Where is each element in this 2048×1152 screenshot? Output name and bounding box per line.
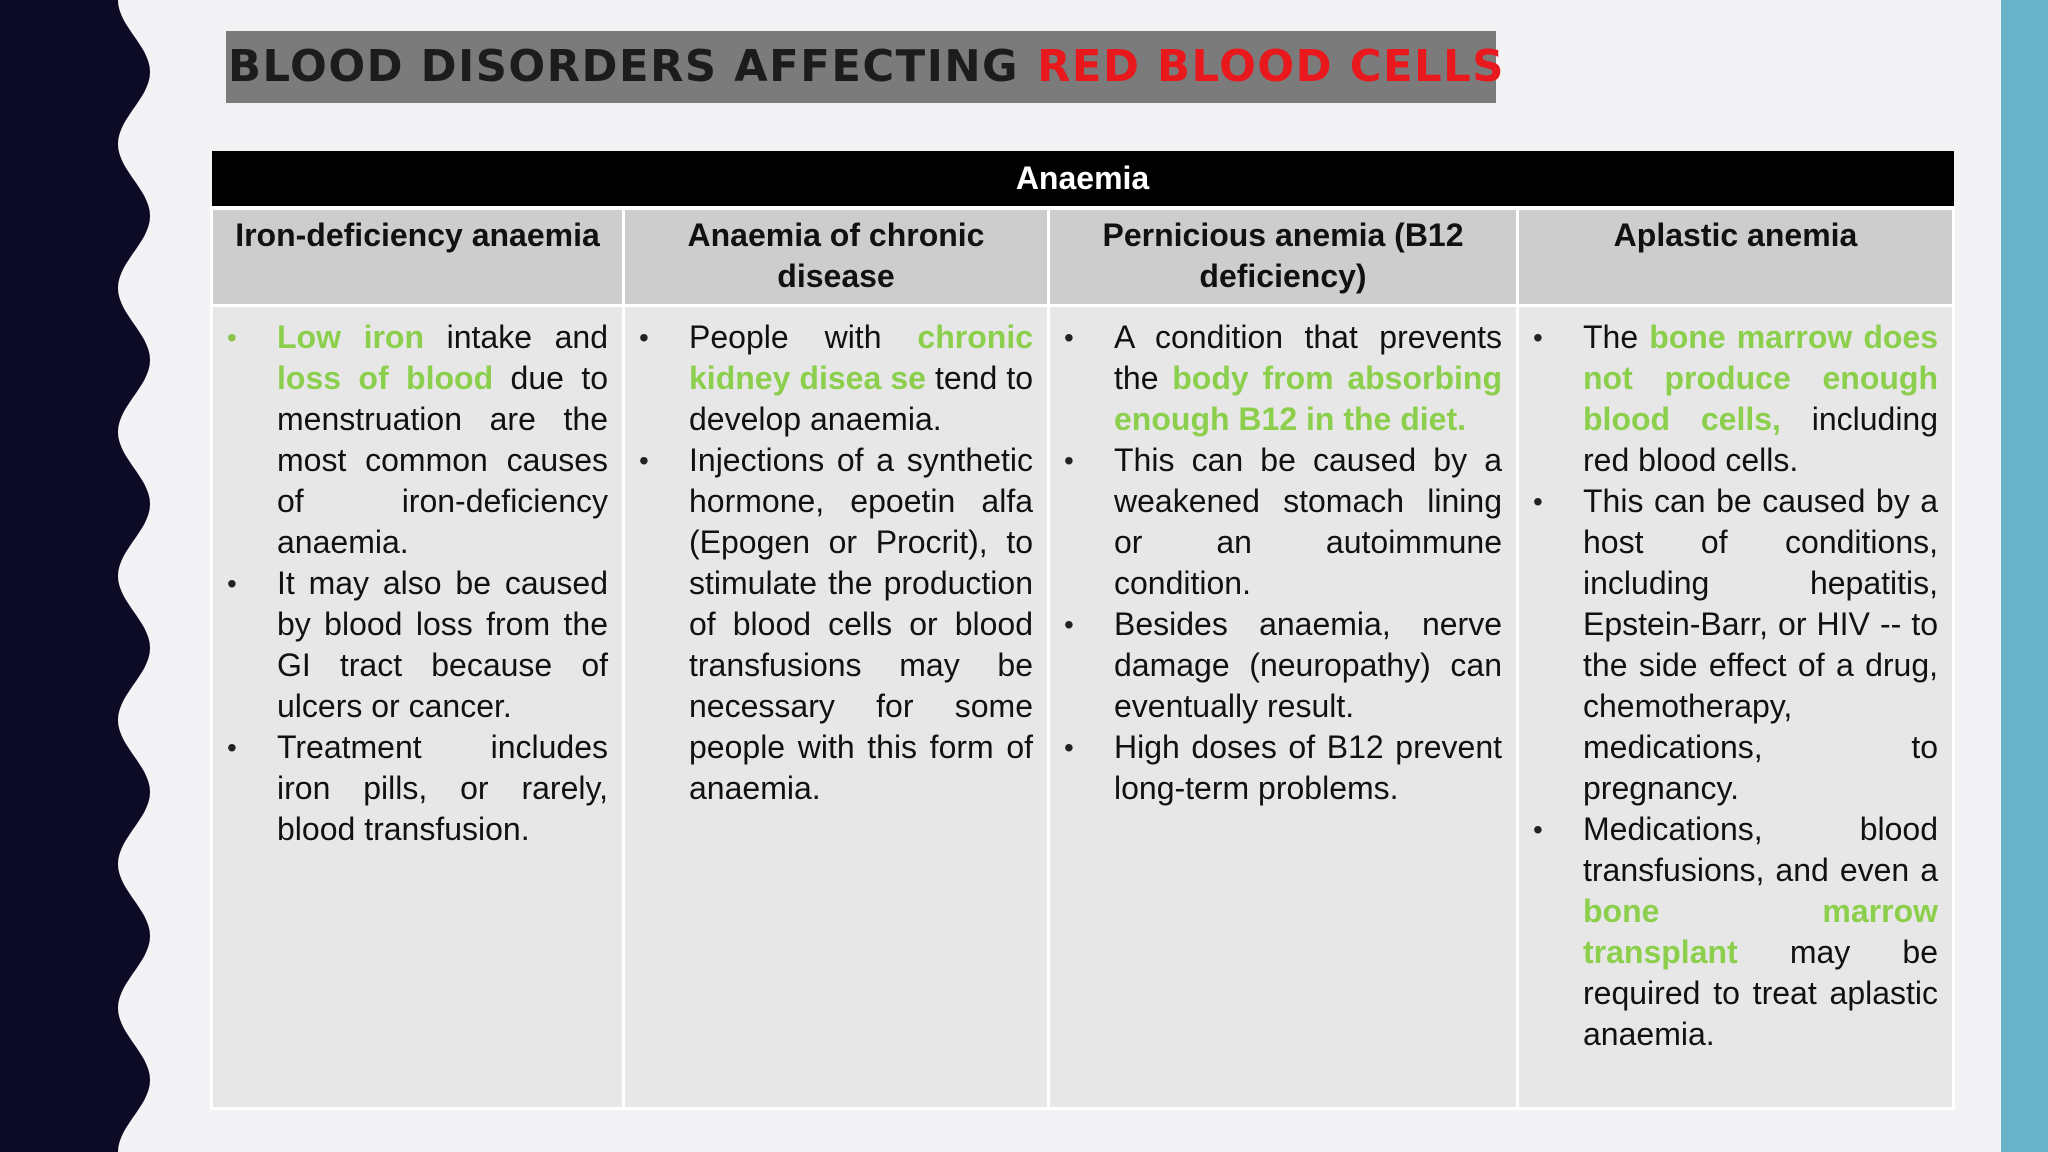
highlighted-text: bone marrow transplant <box>1583 893 1939 970</box>
column-body <box>212 306 624 1109</box>
column-heading: Anaemia of chronic disease <box>624 208 1049 306</box>
highlighted-text: bone marrow does not produce enough blood cells, <box>1583 319 1939 437</box>
column-heading: Pernicious anemia (B12 deficiency) <box>1049 208 1518 306</box>
title-part-1: BLOOD DISORDERS AFFECTING <box>228 42 1020 92</box>
bullet-item <box>1060 440 1502 604</box>
bullet-item <box>223 317 608 563</box>
column-heading: Iron-deficiency anaemia <box>212 208 624 306</box>
anaemia-table <box>210 151 1952 1110</box>
bullet-item <box>635 317 1033 440</box>
bullet-list <box>1519 307 1952 1055</box>
bullet-list <box>625 307 1047 809</box>
bullet-text: Injections of a synthetic hormone, epoetin alfa (Epogen or Procrit), to stimulate the production of blood cells or blood transfusions may be necessary for some people with this form of anaemia. <box>689 442 1033 806</box>
bullet-list <box>1050 307 1516 809</box>
bullet-item <box>1529 317 1938 481</box>
bullet-item <box>223 563 608 727</box>
bullet-item <box>223 727 608 850</box>
bullet-text: intake and <box>424 319 609 355</box>
bullet-text: tend to develop anaemia. <box>689 360 1034 437</box>
bullet-list <box>213 307 622 850</box>
bullet-text: may be required to treat aplastic anaemia. <box>1583 934 1939 1052</box>
bullet-text: High doses of B12 prevent long-term problems. <box>1114 729 1502 806</box>
bullet-text: Besides anaemia, nerve damage (neuropathy) can eventually result. <box>1114 606 1502 724</box>
bullet-text: Medications, blood transfusions, and even a <box>1583 811 1939 888</box>
bullet-text: It may also be caused by blood loss from the GI tract because of ulcers or cancer. <box>277 565 608 724</box>
bullet-text: This can be caused by a host of conditions, including hepatitis, Epstein-Barr, or HIV -- to the side effect of a drug, chemotherapy, medications, to pregnancy. <box>1583 483 1939 806</box>
title-part-2: RED BLOOD CELLS <box>1037 42 1505 92</box>
bullet-text: This can be caused by a weakened stomach lining or an autoimmune condition. <box>1114 442 1502 601</box>
table-header: Anaemia <box>212 151 1954 208</box>
highlighted-text: chronic kidney disea se <box>689 319 1033 396</box>
slide-title <box>226 31 1505 103</box>
bullet-text: People with <box>689 319 918 355</box>
highlighted-text: Low iron <box>277 319 425 355</box>
highlighted-text: loss of blood <box>277 360 494 396</box>
bullet-item <box>1060 604 1502 727</box>
highlighted-text: body from absorbing enough B12 in the diet. <box>1114 360 1502 437</box>
bullet-item <box>1060 317 1502 440</box>
column-heading: Aplastic anemia <box>1518 208 1954 306</box>
teal-side-bar <box>2001 0 2048 1152</box>
column-body <box>1518 306 1954 1109</box>
bullet-text: The <box>1583 319 1650 355</box>
bullet-text: due to menstruation are the most common causes of iron-deficiency anaemia. <box>277 360 609 560</box>
bullet-text: including red blood cells. <box>1583 401 1939 478</box>
bullet-item <box>635 440 1033 809</box>
bullet-item <box>1060 727 1502 809</box>
wavy-side-decoration <box>0 0 160 1152</box>
bullet-item <box>1529 809 1938 1055</box>
column-body <box>1049 306 1518 1109</box>
bullet-item <box>1529 481 1938 809</box>
bullet-text: A condition that prevents the <box>1114 319 1502 396</box>
column-body <box>624 306 1049 1109</box>
bullet-text: Treatment includes iron pills, or rarely, blood transfusion. <box>277 729 608 847</box>
